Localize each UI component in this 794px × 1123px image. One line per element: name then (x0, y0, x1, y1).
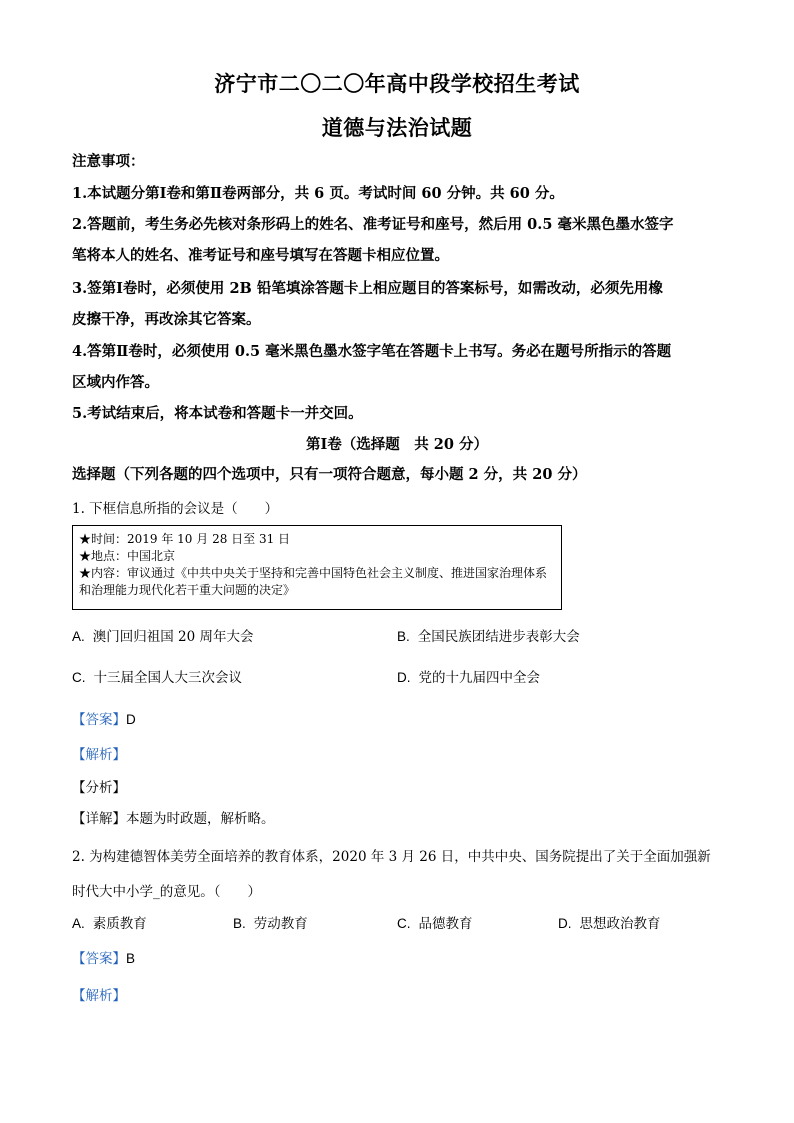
question-2-option-b (233, 912, 308, 932)
option-text: 十三届全国人大三次会议 (93, 670, 242, 686)
option-letter: B. (397, 629, 410, 644)
answer-label: 【答案】 (72, 712, 126, 728)
option-text: 全国民族团结进步表彰大会 (417, 629, 580, 645)
question-1-info-box (72, 525, 562, 610)
option-letter: C. (397, 916, 411, 931)
question-2-option-d (558, 912, 661, 932)
question-2-stem-line-1: 2. 为构建德智体美劳全面培养的教育体系，2020 年 3 月 26 日，中共中央、国务院提出了关于全面加强新 (72, 849, 711, 865)
question-2-answer (72, 947, 135, 967)
option-letter: B. (233, 916, 246, 931)
answer-value: D (126, 712, 136, 727)
option-text: 素质教育 (92, 916, 147, 932)
question-1-fenxi-label: 【分析】 (72, 780, 126, 796)
detail-label: 【详解】 (72, 811, 126, 827)
question-1-option-c (72, 666, 242, 686)
question-1-analysis-label: 【解析】 (72, 747, 126, 763)
answer-value: B (126, 951, 136, 966)
info-box-place: ★地点：中国北京 (79, 549, 176, 563)
info-box-content: ★内容：审议通过《中共中央关于坚持和完善中国特色社会主义制度、推进国家治理体系和治理能力现代化若干重大问题的决定》 (79, 566, 548, 597)
question-1-option-b (397, 625, 580, 645)
question-1-detail (72, 807, 275, 827)
notice-line-5: 皮擦干净，再改涂其它答案。 (72, 311, 261, 328)
notice-line-7: 区域内作答。 (72, 374, 159, 391)
question-1-option-a (72, 625, 254, 645)
option-text: 党的十九届四中全会 (418, 670, 540, 686)
option-letter: A. (72, 629, 85, 644)
question-2-stem-line-2: 时代大中小学_的意见。（ ） (72, 884, 261, 900)
option-letter: D. (558, 916, 572, 931)
question-2-option-c (397, 912, 473, 932)
answer-label: 【答案】 (72, 951, 126, 967)
option-letter: A. (72, 916, 85, 931)
notice-line-1: 1.本试题分第Ⅰ卷和第Ⅱ卷两部分，共 6 页。考试时间 60 分钟。共 60 分。 (72, 185, 564, 202)
option-text: 品德教育 (418, 916, 473, 932)
detail-text: 本题为时政题，解析略。 (126, 811, 275, 827)
section-title: 第Ⅰ卷（选择题 共 20 分） (305, 436, 489, 453)
notice-heading: 注意事项： (72, 153, 145, 170)
question-1-option-d (397, 666, 540, 686)
question-1-answer (72, 708, 136, 728)
option-letter: D. (397, 670, 411, 685)
option-text: 澳门回归祖国 20 周年大会 (92, 629, 254, 645)
option-text: 劳动教育 (253, 916, 308, 932)
notice-line-2: 2.答题前，考生务必先核对条形码上的姓名、准考证号和座号，然后用 0.5 毫米黑色墨水签字 (72, 216, 674, 233)
option-text: 思想政治教育 (579, 916, 661, 932)
exam-subtitle: 道德与法治试题 (321, 115, 473, 140)
notice-line-6: 4.答第Ⅱ卷时，必须使用 0.5 毫米黑色墨水签字笔在答题卡上书写。务必在题号所指示的答题 (72, 343, 672, 360)
question-2-analysis-label: 【解析】 (72, 988, 126, 1004)
notice-line-3: 笔将本人的姓名、准考证号和座号填写在答题卡相应位置。 (72, 247, 449, 264)
section-instruction: 选择题（下列各题的四个选项中，只有一项符合题意，每小题 2 分，共 20 分） (72, 466, 587, 483)
notice-line-4: 3.签第Ⅰ卷时，必须使用 2B 铅笔填涂答题卡上相应题目的答案标号，如需改动，必须先用橡 (72, 280, 663, 297)
exam-title: 济宁市二〇二〇年高中段学校招生考试 (214, 71, 580, 96)
info-box-time: ★时间：2019 年 10 月 28 日至 31 日 (79, 532, 291, 546)
option-letter: C. (72, 670, 86, 685)
question-2-option-a (72, 912, 147, 932)
notice-line-8: 5.考试结束后，将本试卷和答题卡一并交回。 (72, 405, 363, 422)
question-1-stem: 1. 下框信息所指的会议是（ ） (72, 501, 279, 517)
